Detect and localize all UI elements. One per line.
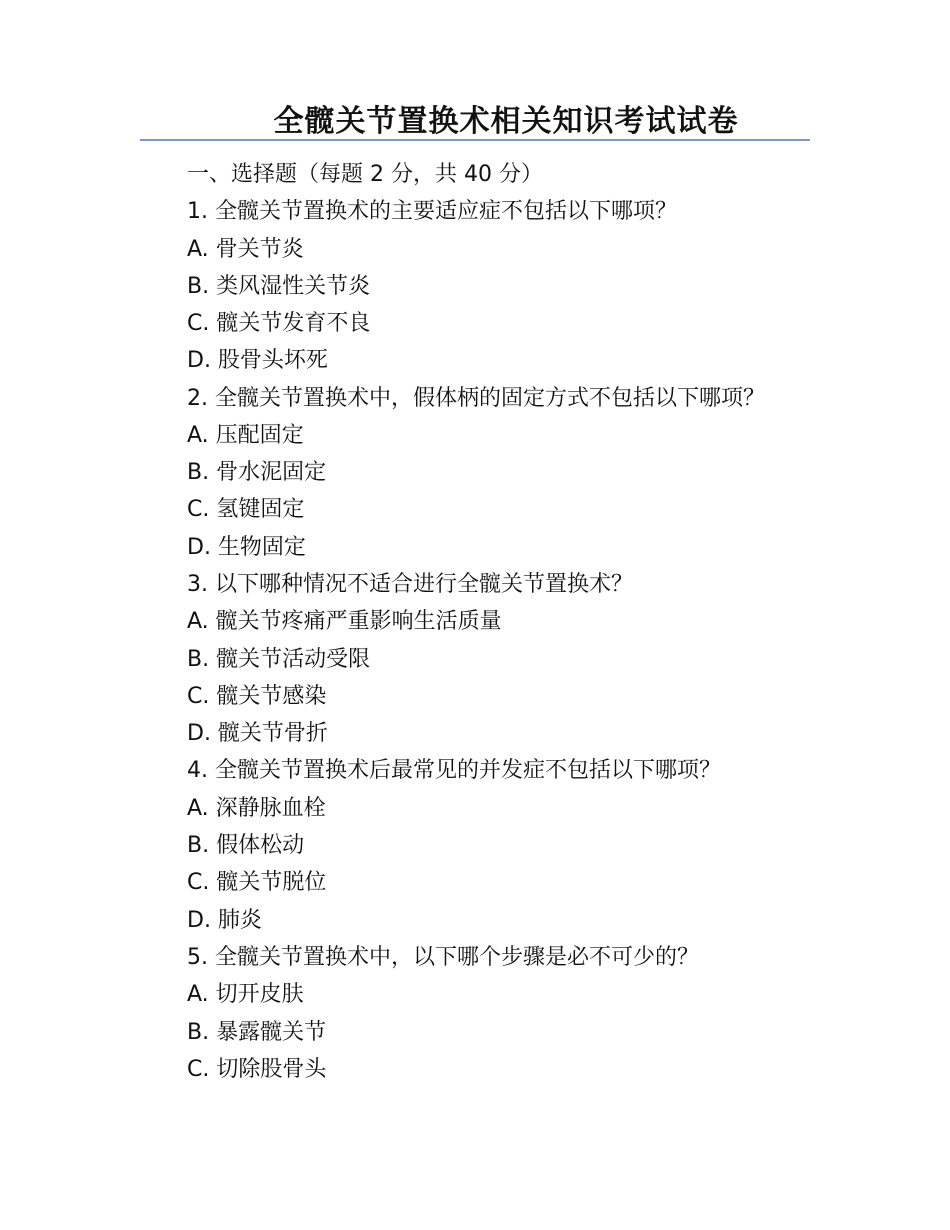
section-heading: 一、选择题（每题 2 分，共 40 分） <box>187 162 543 187</box>
option-item: B. 假体松动 <box>187 833 305 859</box>
option-item: C. 切除股骨头 <box>187 1056 327 1082</box>
question-list <box>140 156 810 1088</box>
option-item: B. 髋关节活动受限 <box>187 646 371 672</box>
option-item: D. 股骨头坏死 <box>187 348 328 374</box>
option-item: D. 肺炎 <box>187 907 262 933</box>
option-item: C. 髋关节发育不良 <box>187 311 371 337</box>
option-item: B. 类风湿性关节炎 <box>187 273 371 299</box>
question-stem: 4. 全髋关节置换术后最常见的并发症不包括以下哪项？ <box>187 758 721 784</box>
title-underline <box>140 139 810 141</box>
option-item: C. 髋关节感染 <box>187 683 327 709</box>
option-item: C. 髋关节脱位 <box>187 870 327 896</box>
question-stem: 3. 以下哪种情况不适合进行全髋关节置换术？ <box>187 571 633 597</box>
option-item: D. 髋关节骨折 <box>187 721 328 747</box>
option-item: C. 氢键固定 <box>187 497 305 523</box>
option-item: A. 压配固定 <box>187 422 304 448</box>
question-stem: 5. 全髋关节置换术中，以下哪个步骤是必不可少的？ <box>187 944 699 970</box>
question-stem: 1. 全髋关节置换术的主要适应症不包括以下哪项？ <box>187 199 677 225</box>
option-item: A. 切开皮肤 <box>187 982 304 1008</box>
question-stem: 2. 全髋关节置换术中，假体柄的固定方式不包括以下哪项？ <box>187 385 765 411</box>
option-item: A. 深静脉血栓 <box>187 795 326 821</box>
option-item: B. 暴露髋关节 <box>187 1019 327 1045</box>
option-item: D. 生物固定 <box>187 534 306 560</box>
page-title: 全髋关节置换术相关知识考试试卷 <box>273 104 739 139</box>
option-item: A. 骨关节炎 <box>187 236 304 262</box>
option-item: B. 骨水泥固定 <box>187 460 327 486</box>
option-item: A. 髋关节疼痛严重影响生活质量 <box>187 609 502 635</box>
